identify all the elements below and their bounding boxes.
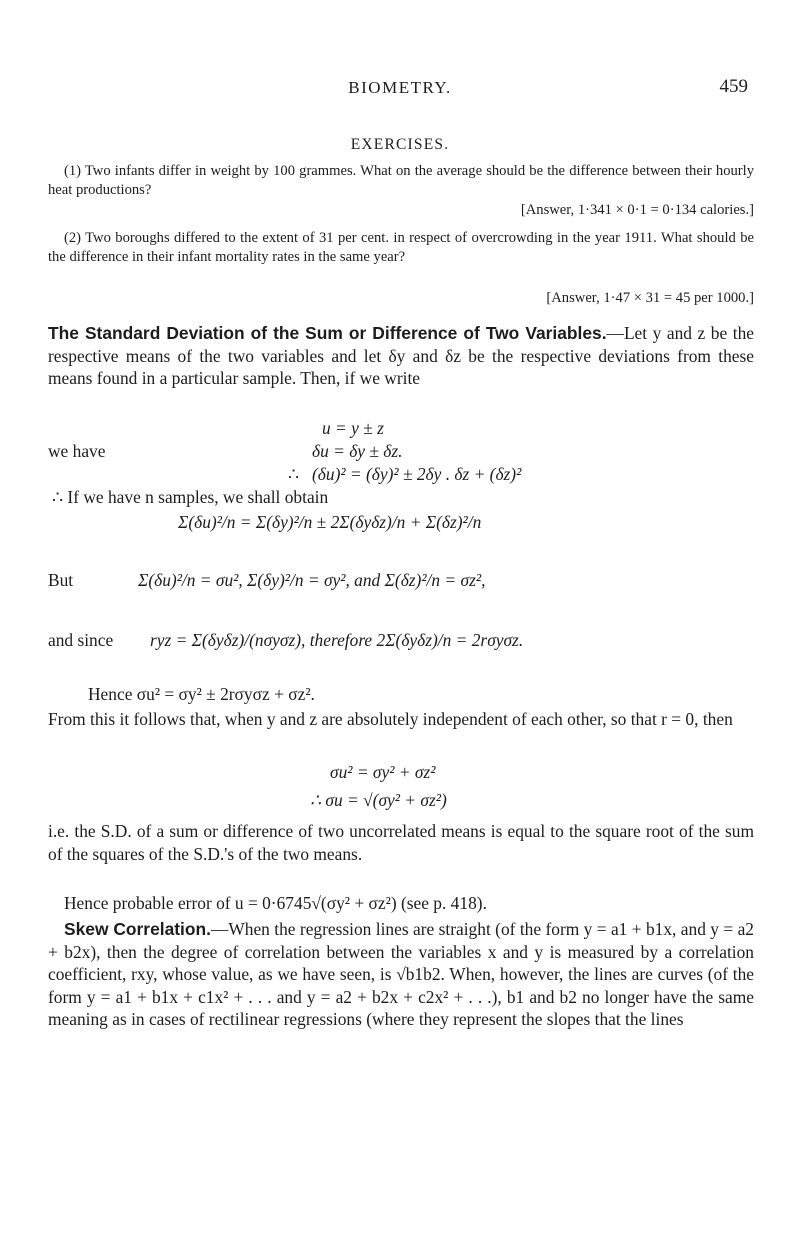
- section-sum-difference: [48, 322, 754, 390]
- exercise-1: [48, 162, 754, 200]
- equation-sum-of-squares: Σ(δu)²/n = Σ(δy)²/n ± 2Σ(δyδz)/n + Σ(δz)²/n: [178, 512, 482, 532]
- therefore-symbol-1: ∴: [288, 464, 300, 484]
- equation-delta-u: δu = δy ± δz.: [312, 441, 403, 461]
- probable-error-line: Hence probable error of u = 0·6745√(σy² + σz²) (see p. 418).: [64, 893, 487, 913]
- exercises-heading: EXERCISES.: [350, 136, 450, 153]
- equation-sigma-squared: σu² = σy² + σz²: [330, 762, 436, 782]
- we-have-label: we have: [48, 441, 106, 461]
- and-since-label: and since: [48, 630, 114, 650]
- equation-delta-u-squared: (δu)² = (δy)² ± 2δy . δz + (δz)²: [312, 464, 522, 484]
- equation-u: u = y ± z: [322, 418, 384, 438]
- exercise-2-text: (2) Two boroughs differed to the extent of 31 per cent. in respect of overcrowding in the year 1911. What should be the difference in their infant mortality rates in the same year?: [48, 230, 754, 265]
- independence-paragraph: From this it follows that, when y and z are absolutely independent of each other, so that r = 0, then: [48, 709, 733, 729]
- section-heading-sum-difference: The Standard Deviation of the Sum or Difference of Two Variables.: [48, 323, 607, 343]
- equation-variances: Σ(δu)²/n = σu², Σ(δy)²/n = σy², and Σ(δz)²/n = σz²,: [138, 570, 486, 590]
- exercise-2: [48, 229, 754, 267]
- equation-sigma-root: ∴ σu = √(σy² + σz²): [310, 790, 447, 810]
- ie-paragraph: i.e. the S.D. of a sum or difference of two uncorrelated means is equal to the square root of the sum of the squares of the S.D.'s of the two means.: [48, 821, 754, 864]
- running-title: BIOMETRY.: [348, 78, 452, 97]
- running-head: [0, 78, 800, 102]
- section-intro: —Let y and z be the respective means of the two variables and let δy and δz be the respective deviations from these means found in a particular sample. Then, if we write: [48, 323, 754, 388]
- if-samples-line: ∴ If we have n samples, we shall obtain: [52, 487, 329, 507]
- section-skew-correlation: [48, 918, 754, 1031]
- page-number: 459: [719, 76, 748, 97]
- but-label: But: [48, 570, 74, 590]
- section-heading-skew-correlation: Skew Correlation.: [64, 919, 211, 939]
- exercise-1-text: (1) Two infants differ in weight by 100 grammes. What on the average should be the difference between their hourly heat productions?: [48, 163, 754, 198]
- exercise-1-answer: [Answer, 1·341 × 0·1 = 0·134 calories.]: [520, 202, 754, 218]
- equation-hence-variance: Hence σu² = σy² ± 2rσyσz + σz².: [88, 684, 315, 704]
- skew-correlation-text: —When the regression lines are straight (of the form y = a1 + b1x, and y = a2 + b2x), then the degree of correlation between the variables x and y is measured by a correlation coefficient, rxy, whose value, as we have seen, is √b1b2. When, however, the lines are curves (of the form y = a1 + b1x + c1x² + . . . and y = a2 + b2x + c2x² + . . .), b1 and b2 no longer have the same meaning as in cases of rectilinear regressions (where they represent the slopes that the lines: [48, 919, 754, 1029]
- equation-correlation: ryz = Σ(δyδz)/(nσyσz), therefore 2Σ(δyδz)/n = 2rσyσz.: [150, 630, 524, 650]
- exercise-2-answer: [Answer, 1·47 × 31 = 45 per 1000.]: [546, 290, 754, 306]
